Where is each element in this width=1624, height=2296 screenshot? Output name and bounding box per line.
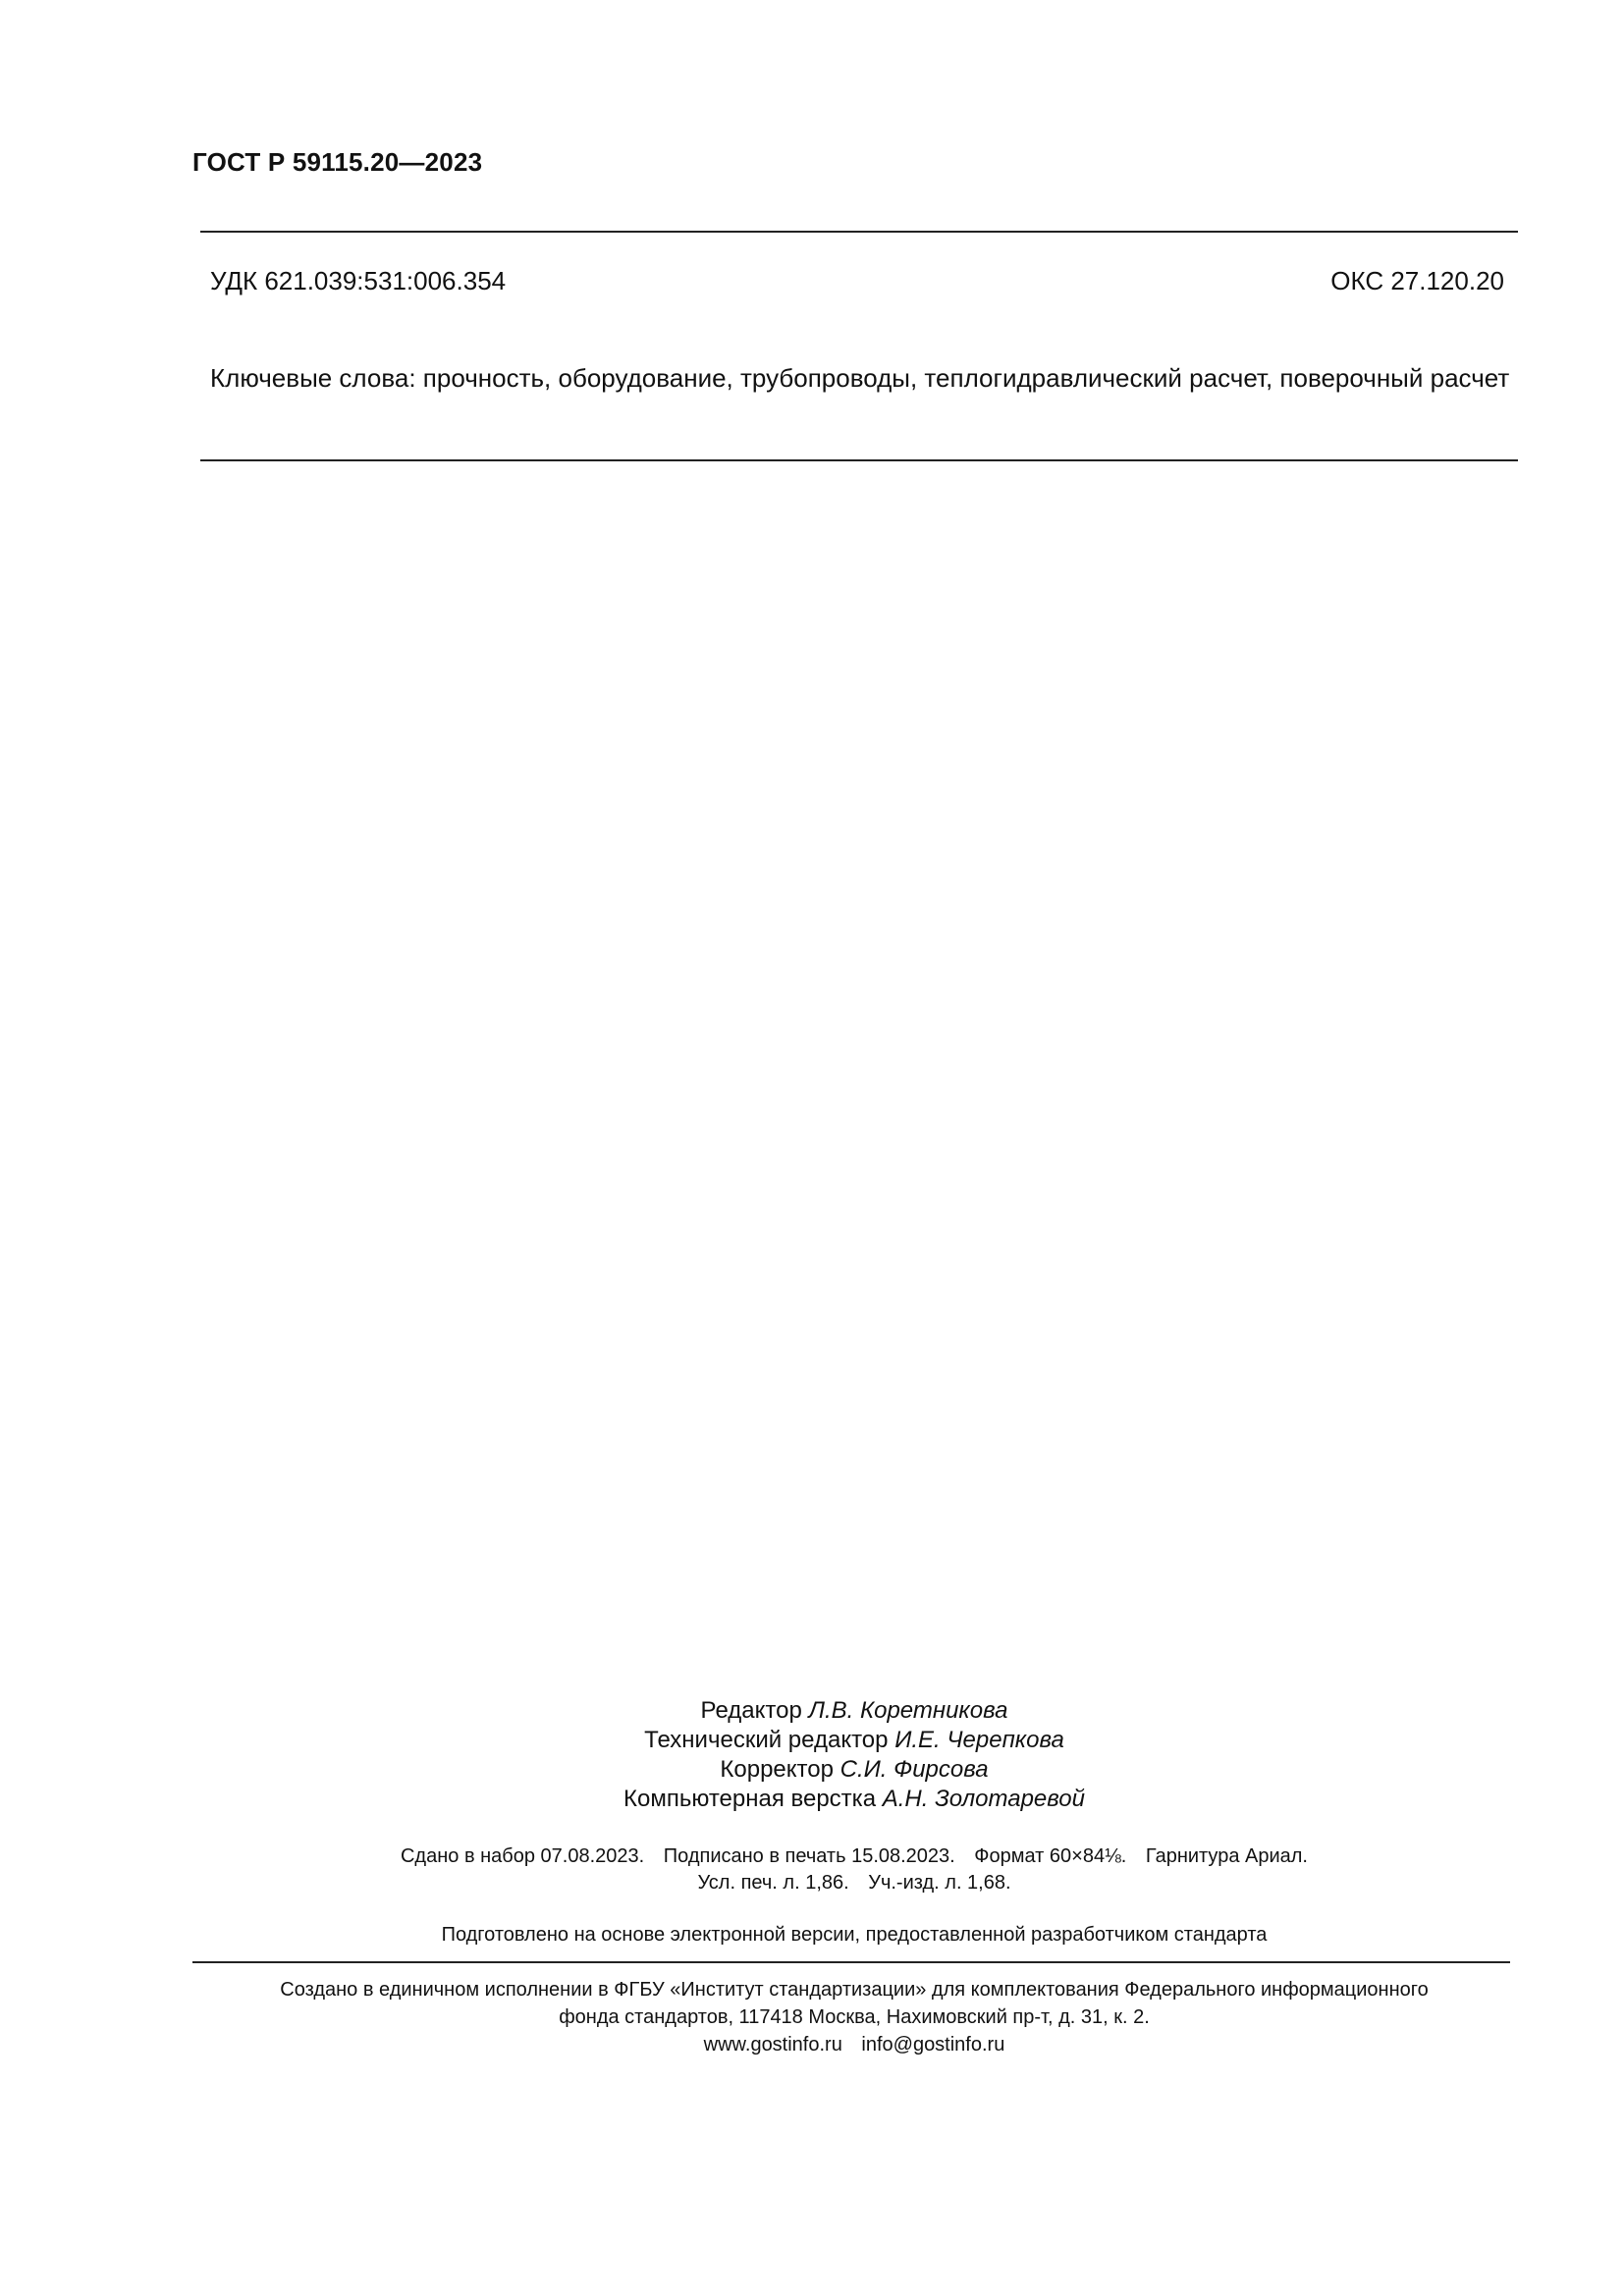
top-divider <box>200 231 1518 233</box>
prepared-note: Подготовлено на основе электронной версии, предоставленной разработчиком стандарта <box>441 1924 1268 1946</box>
document-code: ГОСТ Р 59115.20—2023 <box>192 147 483 177</box>
print-format: Формат 60×84⅛. <box>974 1845 1127 1867</box>
credit-role: Редактор <box>700 1697 802 1724</box>
credit-role: Корректор <box>720 1756 834 1783</box>
credit-line-tech-editor <box>0 1726 1624 1755</box>
keywords: Ключевые слова: прочность, оборудование, трубопроводы, теплогидравлический расчет, поверочный расчет <box>210 363 1510 393</box>
bottom-divider <box>192 1961 1510 1963</box>
credit-name: Л.В. Коретникова <box>808 1697 1008 1724</box>
email-link[interactable]: info@gostinfo.ru <box>861 2034 1005 2056</box>
publication-line-2 <box>0 1870 1624 1896</box>
credit-line-proofreader <box>0 1755 1624 1785</box>
footer-contacts <box>0 2031 1624 2058</box>
publication-info <box>0 1843 1624 1896</box>
website-link[interactable]: www.gostinfo.ru <box>703 2034 842 2056</box>
footer-line-1: Создано в единичном исполнении в ФГБУ «Институт стандартизации» для комплектования Федерального информационного <box>280 1979 1429 2001</box>
credit-name: С.И. Фирсова <box>839 1756 989 1783</box>
footer-line-2: фонда стандартов, 117418 Москва, Нахимовский пр-т, д. 31, к. 2. <box>559 2006 1150 2028</box>
footer <box>0 1976 1624 2058</box>
credit-line-layout <box>0 1785 1624 1814</box>
oks-code: ОКС 27.120.20 <box>1330 266 1504 295</box>
credit-name: А.Н. Золотаревой <box>882 1786 1085 1812</box>
udk-code: УДК 621.039:531:006.354 <box>210 266 507 295</box>
publication-line-1 <box>0 1843 1624 1870</box>
credit-role: Компьютерная верстка <box>623 1786 877 1812</box>
credit-name: И.Е. Черепкова <box>894 1727 1064 1753</box>
credit-role: Технический редактор <box>644 1727 889 1753</box>
typeface: Гарнитура Ариал. <box>1145 1845 1308 1867</box>
edition-sheets: Уч.-изд. л. 1,68. <box>868 1872 1011 1894</box>
middle-divider <box>200 459 1518 461</box>
credit-line-editor <box>0 1696 1624 1726</box>
typeset-date: Сдано в набор 07.08.2023. <box>400 1845 645 1867</box>
print-sheets: Усл. печ. л. 1,86. <box>697 1872 849 1894</box>
signed-date: Подписано в печать 15.08.2023. <box>663 1845 955 1867</box>
credits-block <box>0 1696 1624 1814</box>
